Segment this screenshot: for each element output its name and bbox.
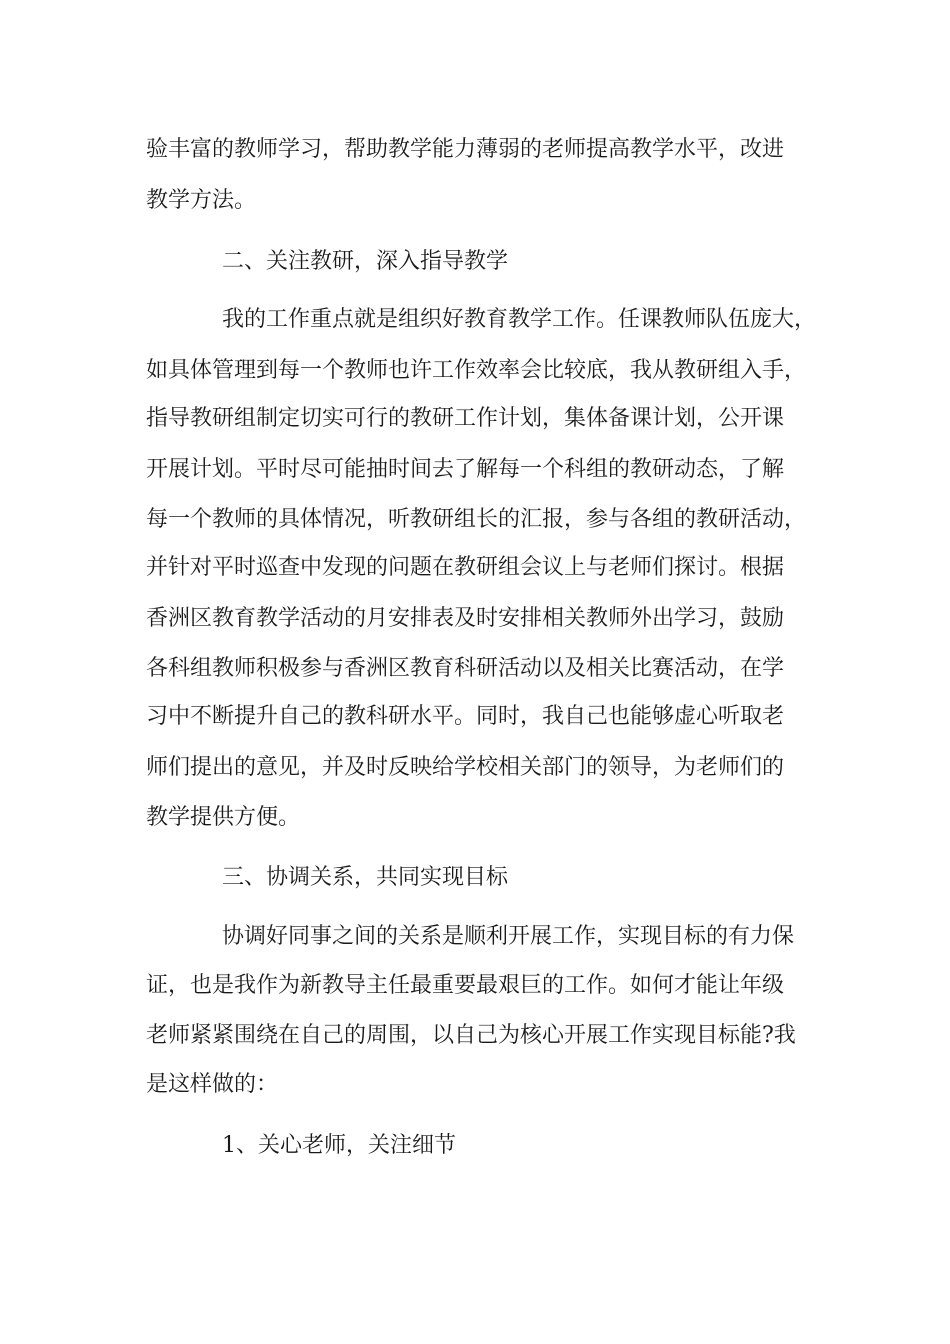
paragraph-2-line-2: 如具体管理到每一个教师也许工作效率会比较底，我从教研组入手， [146, 358, 807, 383]
paragraph-2-line-9: 习中不断提升自己的教科研水平。同时，我自己也能够虚心听取老 [146, 704, 785, 729]
paragraph-3-line-1: 协调好同事之间的关系是顺利开展工作，实现目标的有力保 [222, 924, 795, 949]
paragraph-2-line-1: 我的工作重点就是组织好教育教学工作。任课教师队伍庞大， [222, 307, 817, 332]
paragraph-2-line-7: 香洲区教育教学活动的月安排表及时安排相关教师外出学习，鼓励 [146, 606, 785, 631]
subheading-1: 1、关心老师，关注细节 [222, 1133, 456, 1158]
paragraph-2-line-5: 每一个教师的具体情况，听教研组长的汇报，参与各组的教研活动， [146, 507, 807, 532]
paragraph-2-line-8: 各科组教师积极参与香洲区教育科研活动以及相关比赛活动，在学 [146, 656, 785, 681]
paragraph-2-line-11: 教学提供方便。 [146, 805, 301, 830]
paragraph-3-line-4: 是这样做的： [146, 1072, 279, 1097]
paragraph-1-line-2: 教学方法。 [146, 188, 257, 213]
paragraph-1-line-1: 验丰富的教师学习，帮助教学能力薄弱的老师提高教学水平，改进 [146, 137, 785, 162]
section-heading-2: 二、关注教研，深入指导教学 [222, 249, 509, 274]
paragraph-2-line-4: 开展计划。平时尽可能抽时间去了解每一个科组的教研动态，了解 [146, 457, 785, 482]
paragraph-2-line-10: 师们提出的意见，并及时反映给学校相关部门的领导，为老师们的 [146, 755, 785, 780]
paragraph-2-line-6: 并针对平时巡查中发现的问题在教研组会议上与老师们探讨。根据 [146, 555, 785, 580]
section-heading-3: 三、协调关系，共同实现目标 [222, 865, 509, 890]
paragraph-2-line-3: 指导教研组制定切实可行的教研工作计划，集体备课计划，公开课 [146, 406, 785, 431]
paragraph-3-line-3: 老师紧紧围绕在自己的周围，以自己为核心开展工作实现目标能?我 [146, 1023, 796, 1048]
paragraph-3-line-2: 证，也是我作为新教导主任最重要最艰巨的工作。如何才能让年级 [146, 973, 785, 998]
